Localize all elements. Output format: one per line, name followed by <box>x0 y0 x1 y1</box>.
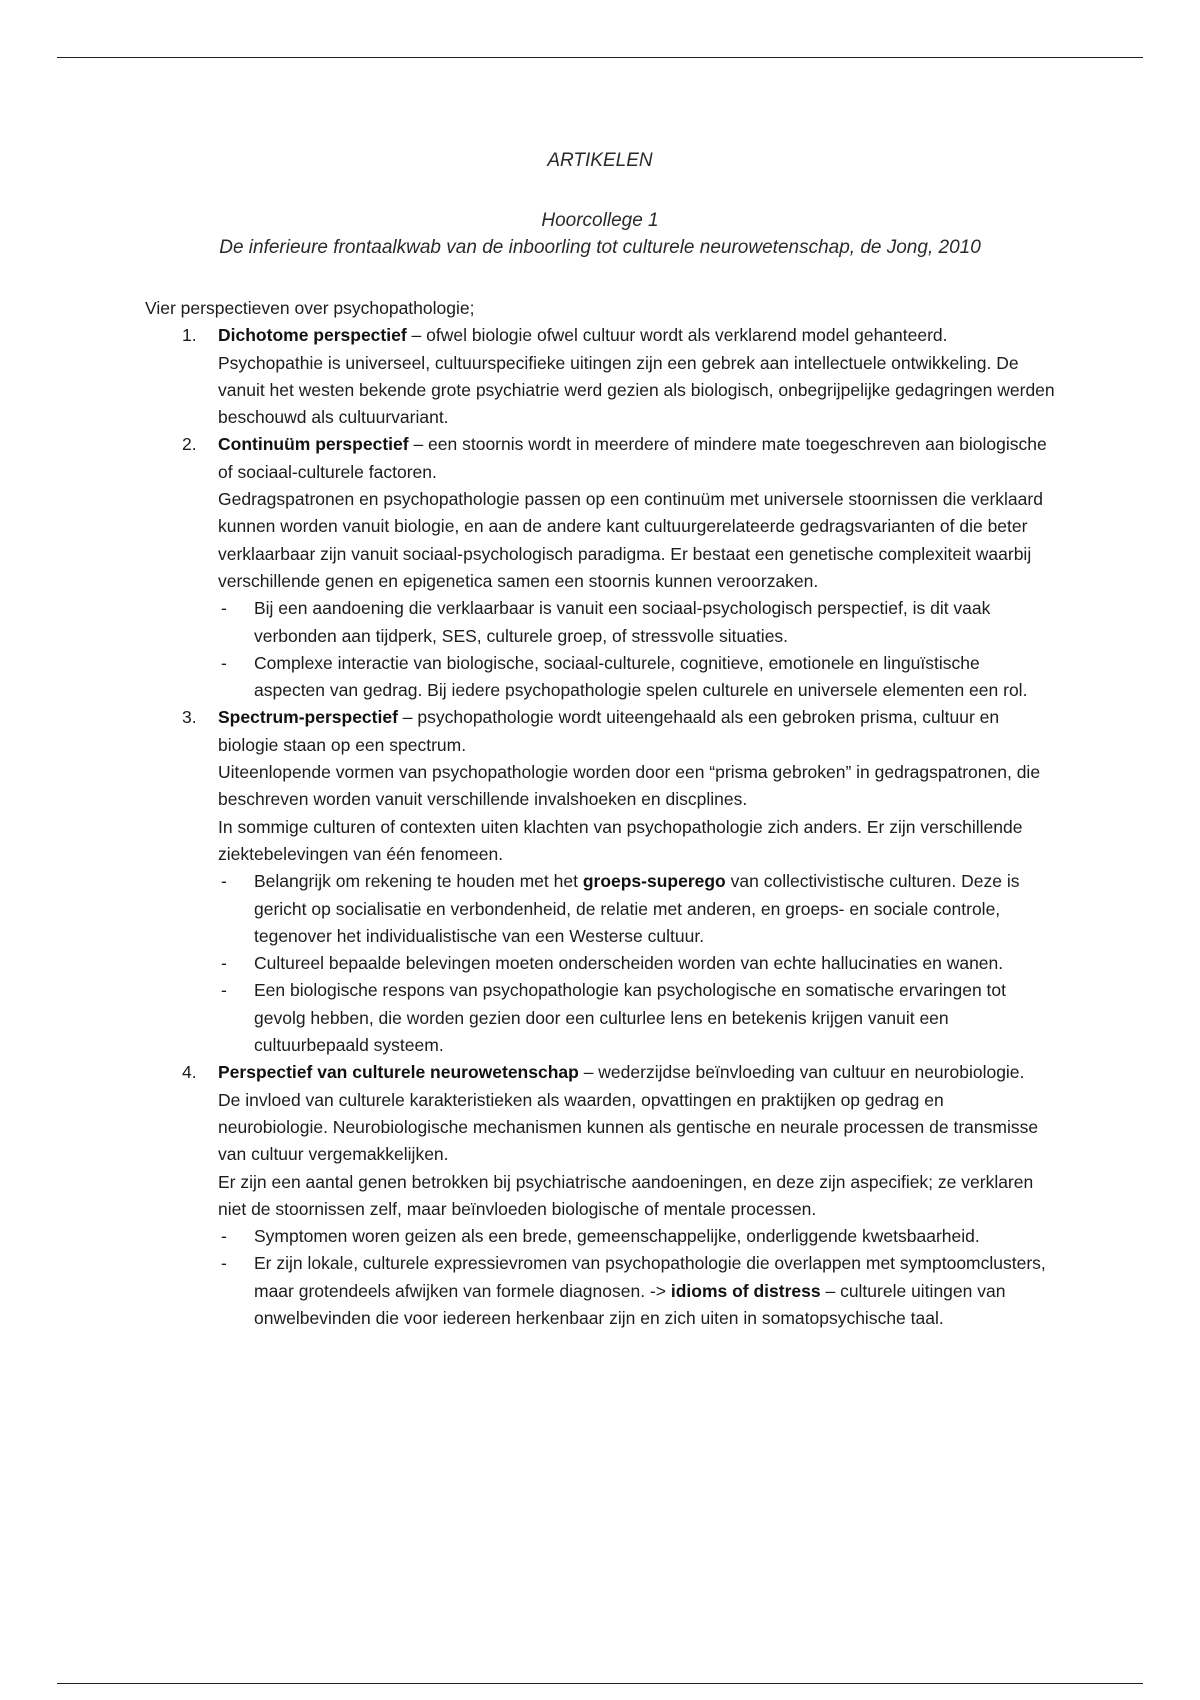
top-rule <box>57 57 1143 58</box>
intro-line: Vier perspectieven over psychopathologie; <box>145 298 475 318</box>
bullet-text: Complexe interactie van biologische, sociaal-culturele, cognitieve, emotionele en linguïstische aspecten van gedrag. Bij iedere psychopathologie spelen culturele en universele elementen een rol. <box>254 652 1028 701</box>
bullet-text: van collectivistische culturen. Deze is gericht op socialisatie en verbondenheid, de relatie met anderen, en groeps- en sociale controle, tegenover het individualistische van een Westerse cultuur. <box>254 871 1020 946</box>
perspective-term: Continuüm perspectief <box>218 434 409 455</box>
dash-marker: - <box>221 598 227 619</box>
dash-marker: - <box>221 1226 227 1247</box>
list-item <box>145 704 1055 1059</box>
list-number: 2. <box>182 434 197 455</box>
perspective-term: Spectrum-perspectief <box>218 707 398 728</box>
paragraph: De invloed van culturele karakteristieken als waarden, opvattingen en praktijken op gedrag en neurobiologie. Neurobiologische mechanismen kunnen als gentische en neurale processen de transmisse van cultuur vergemakkelijken. <box>218 1089 1039 1165</box>
list-item <box>145 322 1055 431</box>
paragraph: Uiteenlopende vormen van psychopathologie worden door een “prisma gebroken” in gedragspatronen, die beschreven worden vanuit verschillende invalshoeken en discplines. <box>218 762 1041 810</box>
dash-marker: - <box>221 1253 227 1274</box>
bullet-item <box>218 950 1055 977</box>
paragraph: Er zijn een aantal genen betrokken bij psychiatrische aandoeningen, en deze zijn aspecifiek; ze verklaren niet de stoornissen zelf, maar beïnvloeden biologische of mentale processen. <box>218 1171 1034 1219</box>
paragraph: In sommige culturen of contexten uiten klachten van psychopathologie zich anders. Er zijn verschillende ziektebelevingen van één fenomeen. <box>218 816 1023 864</box>
list-number: 4. <box>182 1062 197 1083</box>
list-item <box>145 1059 1055 1332</box>
bullet-text: – culturele uitingen van onwelbevinden die voor iedereen herkenbaar zijn en zich uiten in somatopsychische taal. <box>254 1280 1006 1328</box>
bullet-text: Symptomen woren geizen als een brede, gemeenschappelijke, onderliggende kwetsbaarheid. <box>254 1226 980 1247</box>
perspectives-list <box>145 322 1055 1332</box>
article-title: De inferieure frontaalkwab van de inboorling tot culturele neurowetenschap, de Jong, 2010 <box>219 237 981 258</box>
document-body <box>145 295 1055 1332</box>
dash-marker: - <box>221 652 227 673</box>
perspective-heading <box>218 704 1055 759</box>
bullet-text: Bij een aandoening die verklaarbaar is vanuit een sociaal-psychologisch perspectief, is dit vaak verbonden aan tijdperk, SES, culturele groep, of stressvolle situaties. <box>254 598 991 646</box>
bold-term: groeps-superego <box>582 871 726 892</box>
perspective-term: Perspectief van culturele neurowetenschap <box>218 1062 579 1083</box>
bottom-rule <box>57 1683 1143 1684</box>
lecture-heading: Hoorcollege 1 <box>541 210 659 231</box>
perspective-heading <box>218 322 1055 349</box>
bullet-item <box>218 977 1055 1059</box>
bullet-list <box>218 595 1055 704</box>
section-heading: ARTIKELEN <box>547 150 653 171</box>
bullet-text: Een biologische respons van psychopathologie kan psychologische en somatische ervaringen tot gevolg hebben, die worden gezien door een culturlee lens en betekenis krijgen vanuit een cultuurbepaald systeem. <box>254 980 1006 1056</box>
bullet-list <box>218 868 1055 1059</box>
bullet-text: Belangrijk om rekening te houden met het <box>254 871 583 892</box>
dash-marker: - <box>221 953 227 974</box>
perspective-heading <box>218 431 1055 486</box>
perspective-definition: – ofwel biologie ofwel cultuur wordt als verklarend model gehanteerd. <box>406 325 948 346</box>
bullet-item <box>218 650 1055 705</box>
list-number: 1. <box>182 325 197 346</box>
bullet-item <box>218 595 1055 650</box>
dash-marker: - <box>221 871 227 892</box>
perspective-term: Dichotome perspectief <box>218 325 407 346</box>
perspective-definition: – wederzijdse beïnvloeding van cultuur en neurobiologie. <box>578 1062 1025 1083</box>
bullet-item <box>218 1250 1055 1332</box>
paragraph: Gedragspatronen en psychopathologie passen op een continuüm met universele stoornissen die verklaard kunnen worden vanuit biologie, en aan de andere kant cultuurgerelateerde gedragsvarianten of die beter verklaarbaar zijn vanuit sociaal-psychologisch paradigma. Er bestaat een genetische complexiteit waarbij verschillende genen en epigenetica samen een stoornis kunnen veroorzaken. <box>218 489 1043 591</box>
perspective-definition: – psychopathologie wordt uiteengehaald als een gebroken prisma, cultuur en biologie staan op een spectrum. <box>218 707 1000 755</box>
perspective-definition: – een stoornis wordt in meerdere of mindere mate toegeschreven aan biologische of sociaal-culturele factoren. <box>218 434 1047 482</box>
bullet-item <box>218 868 1055 950</box>
bullet-text: Cultureel bepaalde belevingen moeten onderscheiden worden van echte hallucinaties en wanen. <box>254 953 1004 974</box>
bullet-text: Er zijn lokale, culturele expressievromen van psychopathologie die overlappen met symptoomclusters, maar grotendeels afwijken van formele diagnosen. -> <box>254 1253 1046 1301</box>
bold-term: idioms of distress <box>670 1280 821 1301</box>
list-item <box>145 431 1055 704</box>
bullet-list <box>218 1223 1055 1332</box>
dash-marker: - <box>221 980 227 1001</box>
bullet-item <box>218 1223 1055 1250</box>
perspective-heading <box>218 1059 1055 1086</box>
list-number: 3. <box>182 707 197 728</box>
paragraph: Psychopathie is universeel, cultuurspecifieke uitingen zijn een gebrek aan intellectuele ontwikkeling. De vanuit het westen bekende grote psychiatrie werd gezien als biologisch, onbegrijpelijke gedagringen werden beschouwd als cultuurvariant. <box>218 352 1055 428</box>
